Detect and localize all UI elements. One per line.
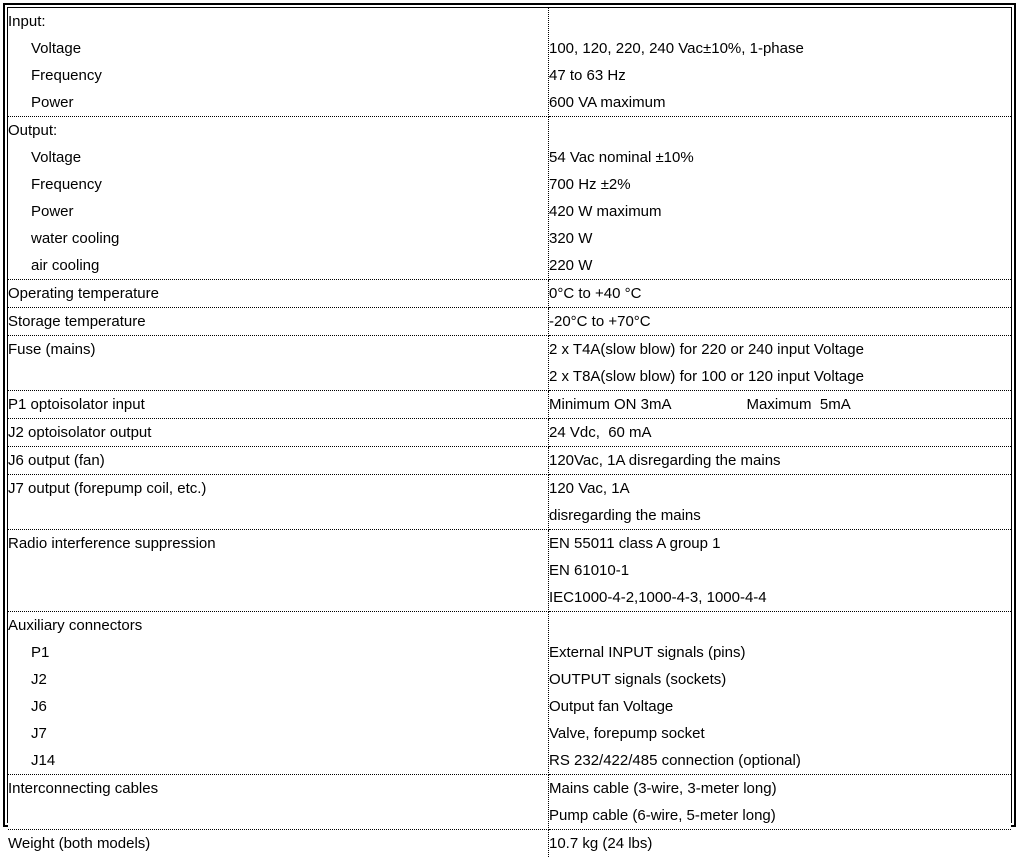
spacer-line [8, 363, 548, 390]
row-value-cell [549, 475, 1012, 530]
text-line: 24 Vdc, 60 mA [549, 419, 1011, 446]
text-line: Power [8, 198, 548, 225]
text-line: air cooling [8, 252, 548, 279]
text-line: Valve, forepump socket [549, 720, 1011, 747]
text-line: Storage temperature [8, 308, 548, 335]
row-label-cell [8, 8, 549, 117]
row-value-cell [549, 612, 1012, 775]
row-label-cell [8, 447, 549, 475]
row-label-cell [8, 830, 549, 857]
text-line: 120Vac, 1A disregarding the mains [549, 447, 1011, 474]
text-line: Frequency [8, 171, 548, 198]
text-line: J7 [8, 720, 548, 747]
text-line: Power [8, 89, 548, 116]
table-row [8, 8, 1011, 117]
text-line: 220 W [549, 252, 1011, 279]
text-line-secondary: Maximum 5mA [747, 396, 851, 413]
table-row [8, 336, 1011, 391]
row-label-cell [8, 775, 549, 830]
text-line: Fuse (mains) [8, 336, 548, 363]
specifications-frame-inner [7, 7, 1012, 823]
text-line: Mains cable (3-wire, 3-meter long) [549, 775, 1011, 802]
text-line: J6 output (fan) [8, 447, 548, 474]
text-line: 47 to 63 Hz [549, 62, 1011, 89]
specifications-table-body [8, 8, 1011, 857]
table-row [8, 308, 1011, 336]
text-line: Radio interference suppression [8, 530, 548, 557]
text-line: External INPUT signals (pins) [549, 639, 1011, 666]
text-line: Pump cable (6-wire, 5-meter long) [549, 802, 1011, 829]
row-label-cell [8, 612, 549, 775]
row-label-cell [8, 336, 549, 391]
text-line: water cooling [8, 225, 548, 252]
text-line: 10.7 kg (24 lbs) [549, 830, 1011, 857]
text-line: P1 optoisolator input [8, 391, 548, 418]
text-line: P1 [8, 639, 548, 666]
row-value-cell [549, 447, 1012, 475]
row-label-cell [8, 308, 549, 336]
row-value-cell [549, 117, 1012, 280]
table-row [8, 475, 1011, 530]
text-line: J2 optoisolator output [8, 419, 548, 446]
row-value-cell [549, 419, 1012, 447]
specifications-frame [3, 3, 1016, 827]
table-row [8, 391, 1011, 419]
text-line: 700 Hz ±2% [549, 171, 1011, 198]
text-line: 100, 120, 220, 240 Vac±10%, 1-phase [549, 35, 1011, 62]
row-label-cell [8, 475, 549, 530]
text-line: 2 x T8A(slow blow) for 100 or 120 input Voltage [549, 363, 1011, 390]
spacer-line [549, 612, 1011, 639]
row-value-cell [549, 775, 1012, 830]
row-label-cell [8, 391, 549, 419]
row-value-cell [549, 8, 1012, 117]
text-line: 320 W [549, 225, 1011, 252]
row-label-cell [8, 280, 549, 308]
text-line: Voltage [8, 144, 548, 171]
row-label-cell [8, 419, 549, 447]
text-line: J2 [8, 666, 548, 693]
spacer-line [549, 8, 1011, 35]
specifications-table [8, 8, 1011, 857]
text-line: Output: [8, 117, 548, 144]
row-label-cell [8, 530, 549, 612]
text-line: 0°C to +40 °C [549, 280, 1011, 307]
table-row [8, 530, 1011, 612]
table-row [8, 612, 1011, 775]
spacer-line [8, 584, 548, 611]
text-line: RS 232/422/485 connection (optional) [549, 747, 1011, 774]
text-line: Voltage [8, 35, 548, 62]
row-value-cell [549, 336, 1012, 391]
text-line: Auxiliary connectors [8, 612, 548, 639]
text-line: -20°C to +70°C [549, 308, 1011, 335]
text-line: Weight (both models) [8, 830, 548, 857]
row-label-cell [8, 117, 549, 280]
table-row [8, 830, 1011, 857]
text-line: 600 VA maximum [549, 89, 1011, 116]
spacer-line [549, 117, 1011, 144]
spacer-line [8, 557, 548, 584]
spacer-line [8, 802, 548, 829]
table-row [8, 280, 1011, 308]
text-line: J6 [8, 693, 548, 720]
table-row [8, 419, 1011, 447]
text-line: Frequency [8, 62, 548, 89]
text-line: Operating temperature [8, 280, 548, 307]
text-line [549, 391, 1011, 418]
row-value-cell [549, 308, 1012, 336]
text-line: 2 x T4A(slow blow) for 220 or 240 input Voltage [549, 336, 1011, 363]
text-line-primary: Minimum ON 3mA [549, 396, 672, 413]
row-value-cell [549, 280, 1012, 308]
text-line: Input: [8, 8, 548, 35]
text-line: 420 W maximum [549, 198, 1011, 225]
text-line: EN 61010-1 [549, 557, 1011, 584]
text-line: OUTPUT signals (sockets) [549, 666, 1011, 693]
table-row [8, 447, 1011, 475]
text-line: EN 55011 class A group 1 [549, 530, 1011, 557]
text-line: Output fan Voltage [549, 693, 1011, 720]
text-line: Interconnecting cables [8, 775, 548, 802]
text-line: J14 [8, 747, 548, 774]
text-line: J7 output (forepump coil, etc.) [8, 475, 548, 502]
spacer-line [8, 502, 548, 529]
text-line: IEC1000-4-2,1000-4-3, 1000-4-4 [549, 584, 1011, 611]
text-line: 120 Vac, 1A [549, 475, 1011, 502]
table-row [8, 775, 1011, 830]
row-value-cell [549, 391, 1012, 419]
text-line: 54 Vac nominal ±10% [549, 144, 1011, 171]
row-value-cell [549, 830, 1012, 857]
table-row [8, 117, 1011, 280]
text-line: disregarding the mains [549, 502, 1011, 529]
row-value-cell [549, 530, 1012, 612]
